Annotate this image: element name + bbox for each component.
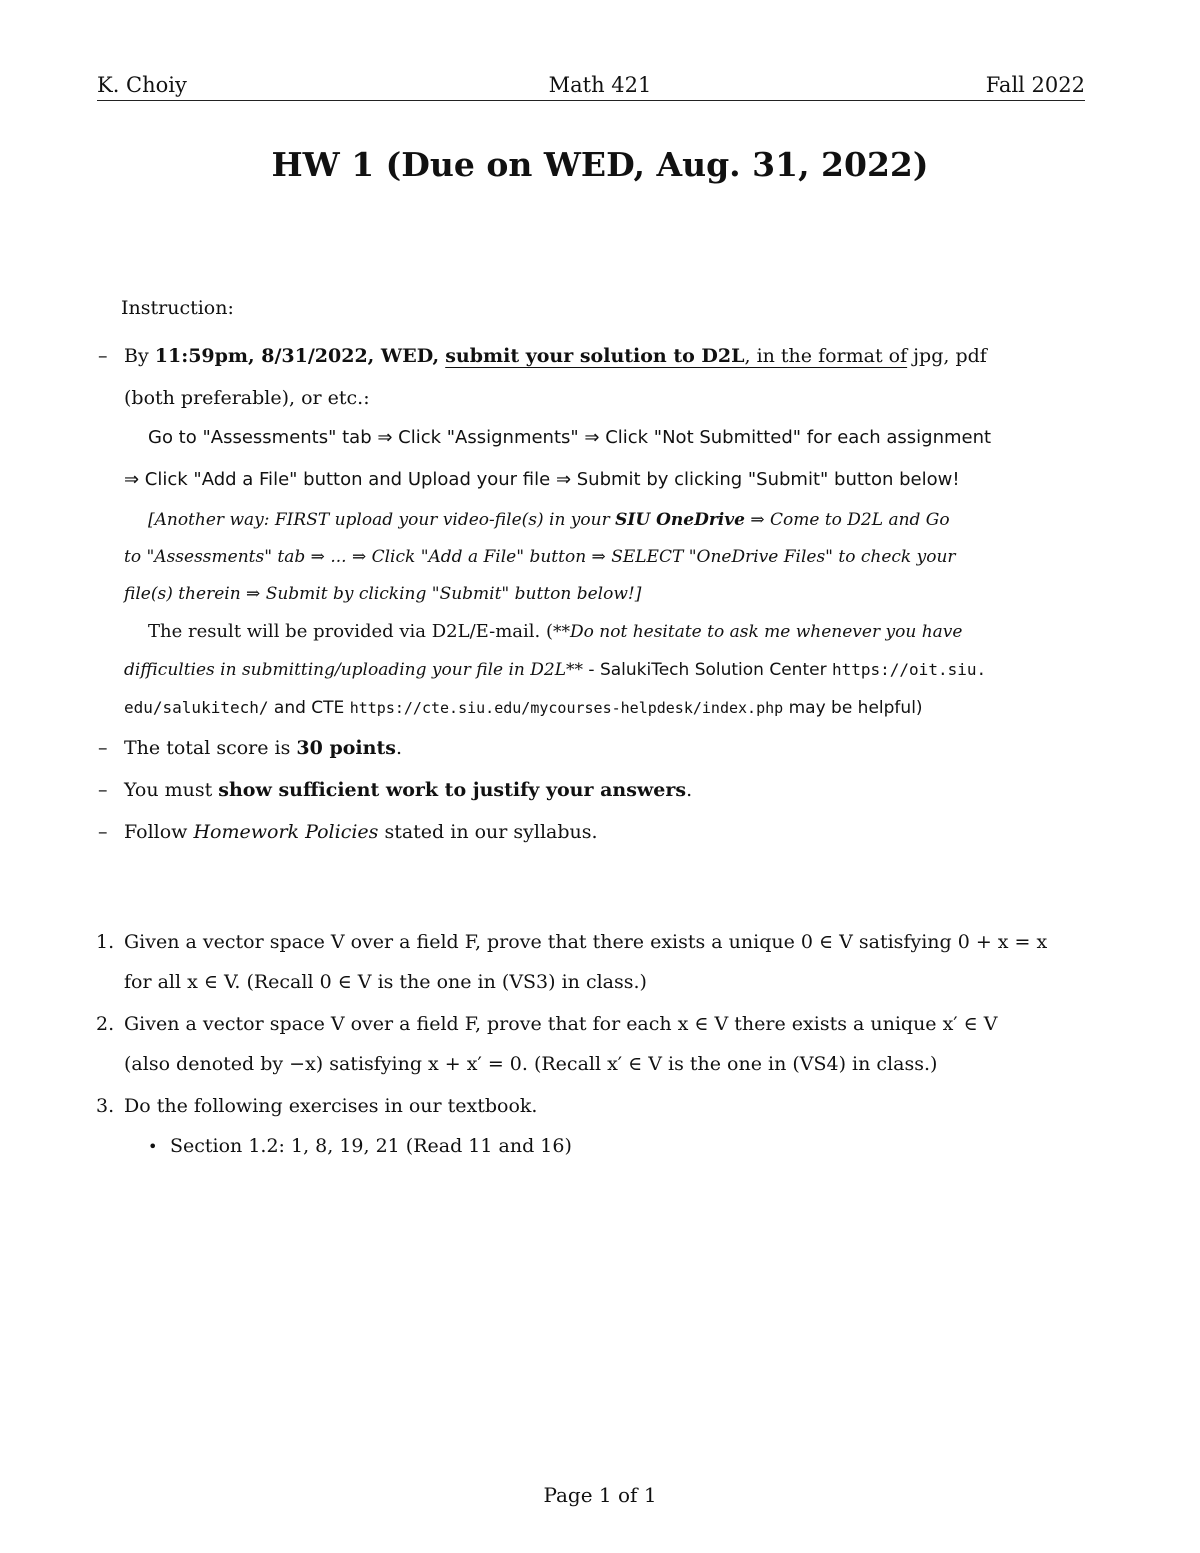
instruction-marker-4: –: [98, 821, 108, 843]
problem-2-line-1: Given a vector space V over a field F, prove that for each x ∈ V there exists a unique x′ ∈ V: [124, 1013, 998, 1035]
instruction-label: Instruction:: [121, 297, 234, 319]
problem-number-2: 2.: [96, 1013, 115, 1035]
page-title: HW 1 (Due on WED, Aug. 31, 2022): [271, 145, 929, 184]
text-segment: [Another way: FIRST upload your video-file(s) in your: [148, 510, 616, 530]
help-text: difficulties in submitting/uploading your file in D2L**: [124, 660, 583, 680]
format-text: , in the format of: [744, 345, 908, 367]
text-segment: jpg, pdf: [907, 345, 987, 367]
instruction-1-result-3: [124, 694, 923, 722]
text-segment: .: [686, 779, 693, 801]
text-segment: The total score is: [124, 737, 297, 759]
text-segment: Follow: [124, 821, 194, 843]
instruction-marker-3: –: [98, 779, 108, 801]
text-segment: ⇒ Come to D2L and Go: [744, 510, 950, 530]
deadline-text: 11:59pm, 8/31/2022, WED,: [154, 345, 440, 367]
page-number: Page 1 of 1: [543, 1483, 657, 1507]
work-requirement: show sufficient work to justify your answers: [218, 779, 687, 801]
instruction-1-steps-1: Go to "Assessments" tab ⇒ Click "Assignments" ⇒ Click "Not Submitted" for each assignment: [148, 427, 992, 448]
total-score: 30 points: [296, 737, 396, 759]
text-segment: stated in our syllabus.: [378, 821, 598, 843]
instruction-1-alt-1: [148, 506, 950, 534]
instruction-1-alt-3: file(s) therein ⇒ Submit by clicking "Submit" button below!]: [124, 584, 642, 604]
instruction-4: [124, 818, 598, 846]
text-segment: The result will be provided via D2L/E-mail. (: [148, 621, 553, 642]
instruction-marker-2: –: [98, 737, 108, 759]
instruction-2: [124, 734, 402, 762]
problem-2-line-2: (also denoted by −x) satisfying x + x′ = 0. (Recall x′ ∈ V is the one in (VS4) in class.): [124, 1053, 938, 1075]
submit-emphasis: submit your solution to D2L: [445, 345, 745, 367]
problem-number-3: 3.: [96, 1095, 115, 1117]
cte-link[interactable]: https://cte.siu.edu/mycourses-helpdesk/index.php: [349, 699, 784, 717]
text-segment: - SalukiTech Solution Center: [583, 660, 832, 680]
instruction-1-result-1: [148, 618, 962, 646]
header-term: Fall 2022: [985, 73, 1085, 97]
text-segment: and CTE: [268, 698, 350, 718]
problem-1-line-2: for all x ∈ V. (Recall 0 ∈ V is the one in (VS3) in class.): [124, 971, 647, 993]
instruction-1-line-2: (both preferable), or etc.:: [124, 387, 370, 409]
problem-1-line-1: Given a vector space V over a field F, prove that there exists a unique 0 ∈ V satisfying 0 + x = x: [124, 931, 1048, 953]
instruction-1-result-2: [124, 656, 986, 684]
header-course: Math 421: [548, 73, 652, 97]
onedrive-text: SIU OneDrive: [615, 510, 745, 530]
header-rule: [97, 100, 1085, 101]
salukitech-link[interactable]: https://oit.siu.: [831, 660, 987, 679]
exercise-list: Section 1.2: 1, 8, 19, 21 (Read 11 and 16): [170, 1135, 572, 1157]
text-segment: By: [124, 345, 155, 367]
header-author: K. Choiy: [97, 73, 187, 97]
problem-3-line-1: Do the following exercises in our textbook.: [124, 1095, 538, 1117]
help-text: **Do not hesitate to ask me whenever you have: [553, 622, 963, 642]
problem-number-1: 1.: [96, 931, 115, 953]
instruction-3: [124, 776, 692, 804]
text-segment: You must: [124, 779, 219, 801]
policy-reference: Homework Policies: [193, 821, 379, 843]
text-segment: may be helpful): [783, 698, 923, 718]
instruction-1-steps-2: ⇒ Click "Add a File" button and Upload your file ⇒ Submit by clicking "Submit" button below!: [124, 469, 960, 490]
salukitech-link[interactable]: edu/salukitech/: [124, 698, 269, 717]
exercise-bullet: •: [148, 1137, 158, 1156]
instruction-1-line-1: [124, 342, 1086, 370]
instruction-marker-1: –: [98, 345, 108, 367]
instruction-1-alt-2: to "Assessments" tab ⇒ ... ⇒ Click "Add a File" button ⇒ SELECT "OneDrive Files" to check your: [124, 547, 956, 567]
text-segment: .: [395, 737, 402, 759]
